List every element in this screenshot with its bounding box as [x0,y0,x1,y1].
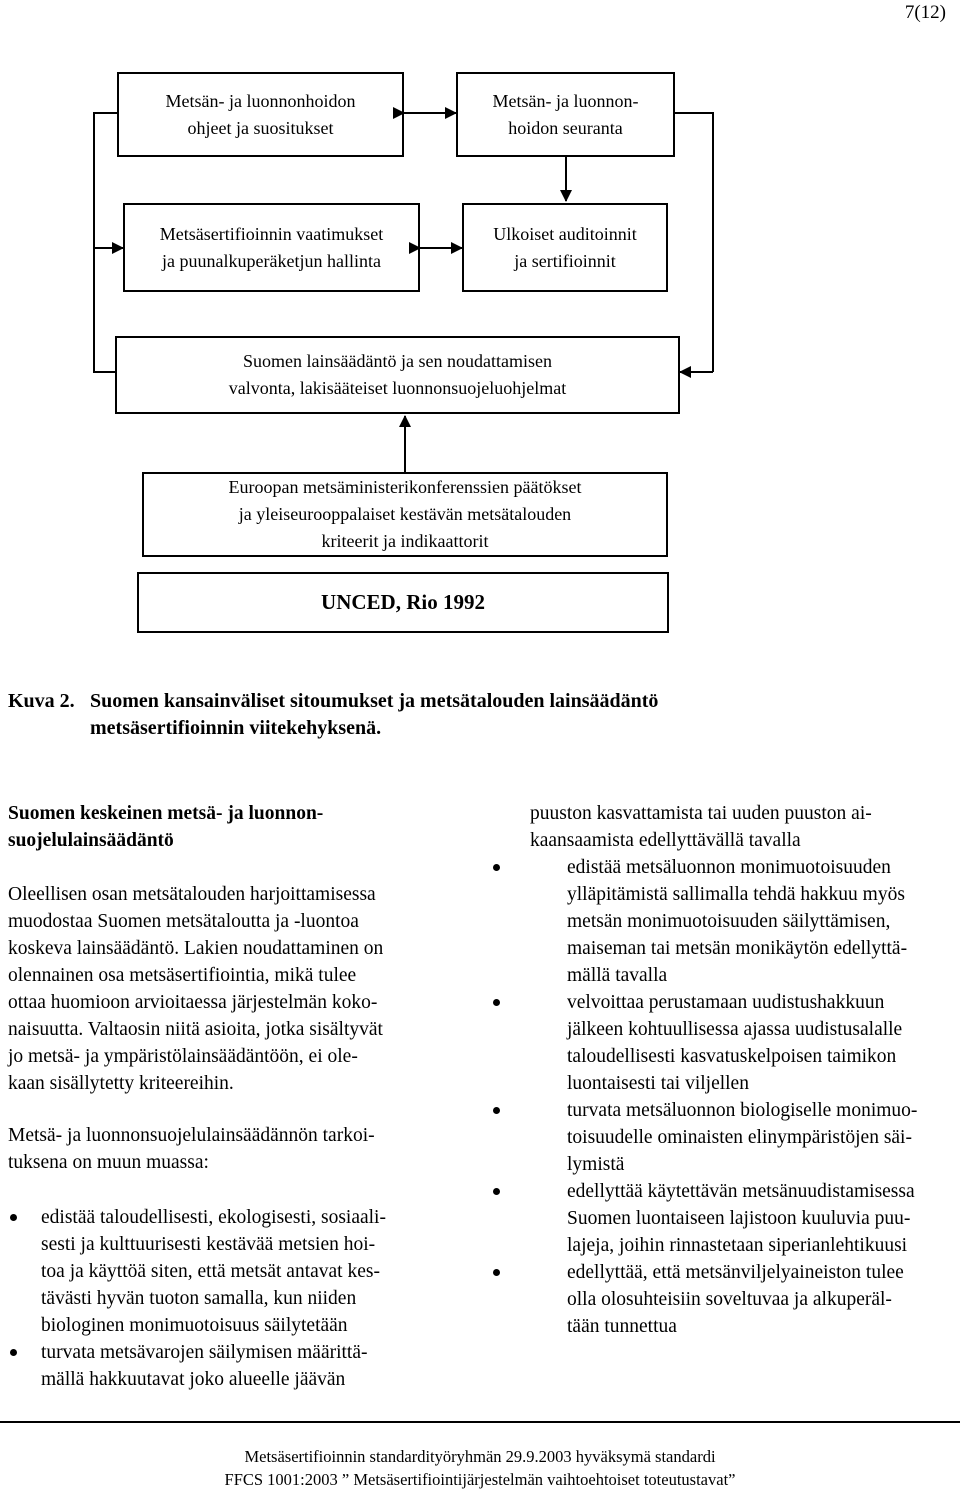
continuation-text: puuston kasvattamista tai uuden puuston ai- kaansaamista edellyttävällä tavalla [530,803,872,851]
list-item: velvoittaa perustamaan uudistushakkuun jälkeen kohtuullisessa ajassa uudistusalalle taloudellisesti kasvatuskelpoisen taimikon luontaisesti tai viljellen [530,989,958,1097]
purpose-list-continued [530,854,958,1340]
box-legislation: Suomen lainsäädäntö ja sen noudattamisen valvonta, lakisääteiset luonnonsuojeluohjelmat [115,336,680,414]
figure-caption [8,688,948,742]
box-cert-requirements: Metsäsertifioinnin vaatimukset ja puunalkuperäketjun hallinta [123,203,420,292]
paragraph-2: Metsä- ja luonnonsuojelulainsäädännön tarkoi- tuksena on muun muassa: [8,1125,375,1173]
purpose-list [8,1204,458,1393]
page-number: 7(12) [904,2,946,23]
list-item: edellyttää käytettävän metsänuudistamisessa Suomen luontaiseen lajistoon kuuluvia puu- lajeja, joihin rinnastetaan siperianlehtikuusi [530,1178,958,1259]
list-item: edellyttää, että metsänviljelyaineiston tulee olla olosuhteisiin soveltuvaa ja alkuperäl- tään tunnettua [530,1259,958,1340]
left-loop-line [94,113,117,372]
list-item: edistää metsäluonnon monimuotoisuuden ylläpitämistä sallimalla tehdä hakkuu myös metsän monimuotoisuuden säilyttämisen, maiseman tai metsän monikäytön edellyttä- mällä tavalla [530,854,958,989]
box-unced: UNCED, Rio 1992 [137,572,669,633]
box-monitoring: Metsän- ja luonnon- hoidon seuranta [456,72,675,157]
footer-line-2: FFCS 1001:2003 ” Metsäsertifiointijärjestelmän vaihtoehtoiset toteutustavat” [224,1470,736,1489]
caption-text-line1: Suomen kansainväliset sitoumukset ja metsätalouden lainsäädäntö [90,690,659,712]
list-item: turvata metsäluonnon biologiselle monimuo- toisuudelle ominaisten elinympäristöjen säi- lymistä [530,1097,958,1178]
box-european: Euroopan metsäministerikonferenssien päätökset ja yleiseurooppalaiset kestävän metsätalouden kriteerit ja indikaattorit [142,472,668,557]
caption-text-line2: metsäsertifioinnin viitekehyksenä. [90,717,382,739]
caption-label: Kuva 2. [8,690,75,712]
box-audits: Ulkoiset auditoinnit ja sertifioinnit [462,203,668,292]
footer-divider [0,1421,960,1423]
section-heading: Suomen keskeinen metsä- ja luonnon- suojelulainsäädäntö [8,803,324,851]
list-item: turvata metsävarojen säilymisen määrittä- mällä hakkuutavat joko alueelle jäävän [8,1339,458,1393]
left-column [8,800,458,1393]
right-loop-line [675,113,713,372]
box-guidelines: Metsän- ja luonnonhoidon ohjeet ja suositukset [117,72,404,157]
right-column [493,800,958,1340]
paragraph-1: Oleellisen osan metsätalouden harjoittamisessa muodostaa Suomen metsätaloutta ja -luontoa koskeva lainsäädäntö. Lakien noudattaminen on olennainen osa metsäsertifiointia, mikä tulee ottaa huomioon arvioitaessa järjestelmän koko- naisuutta. Valtaosin niitä asioita, jotka sisältyvät jo metsä- ja ympäristölainsäädäntöön, ei ole- kaan sisällytetty kriteereihin. [8,884,384,1094]
footer-line-1: Metsäsertifioinnin standardityöryhmän 29.9.2003 hyväksymä standardi [244,1447,716,1466]
list-item: edistää taloudellisesti, ekologisesti, sosiaali- sesti ja kulttuurisesti kestävää metsien hoi- toa ja käyttöä siten, että metsät antavat kes- tävästi hyvän tuoton samalla, kun niiden biologinen monimuotoisuus säilytetään [8,1204,458,1339]
